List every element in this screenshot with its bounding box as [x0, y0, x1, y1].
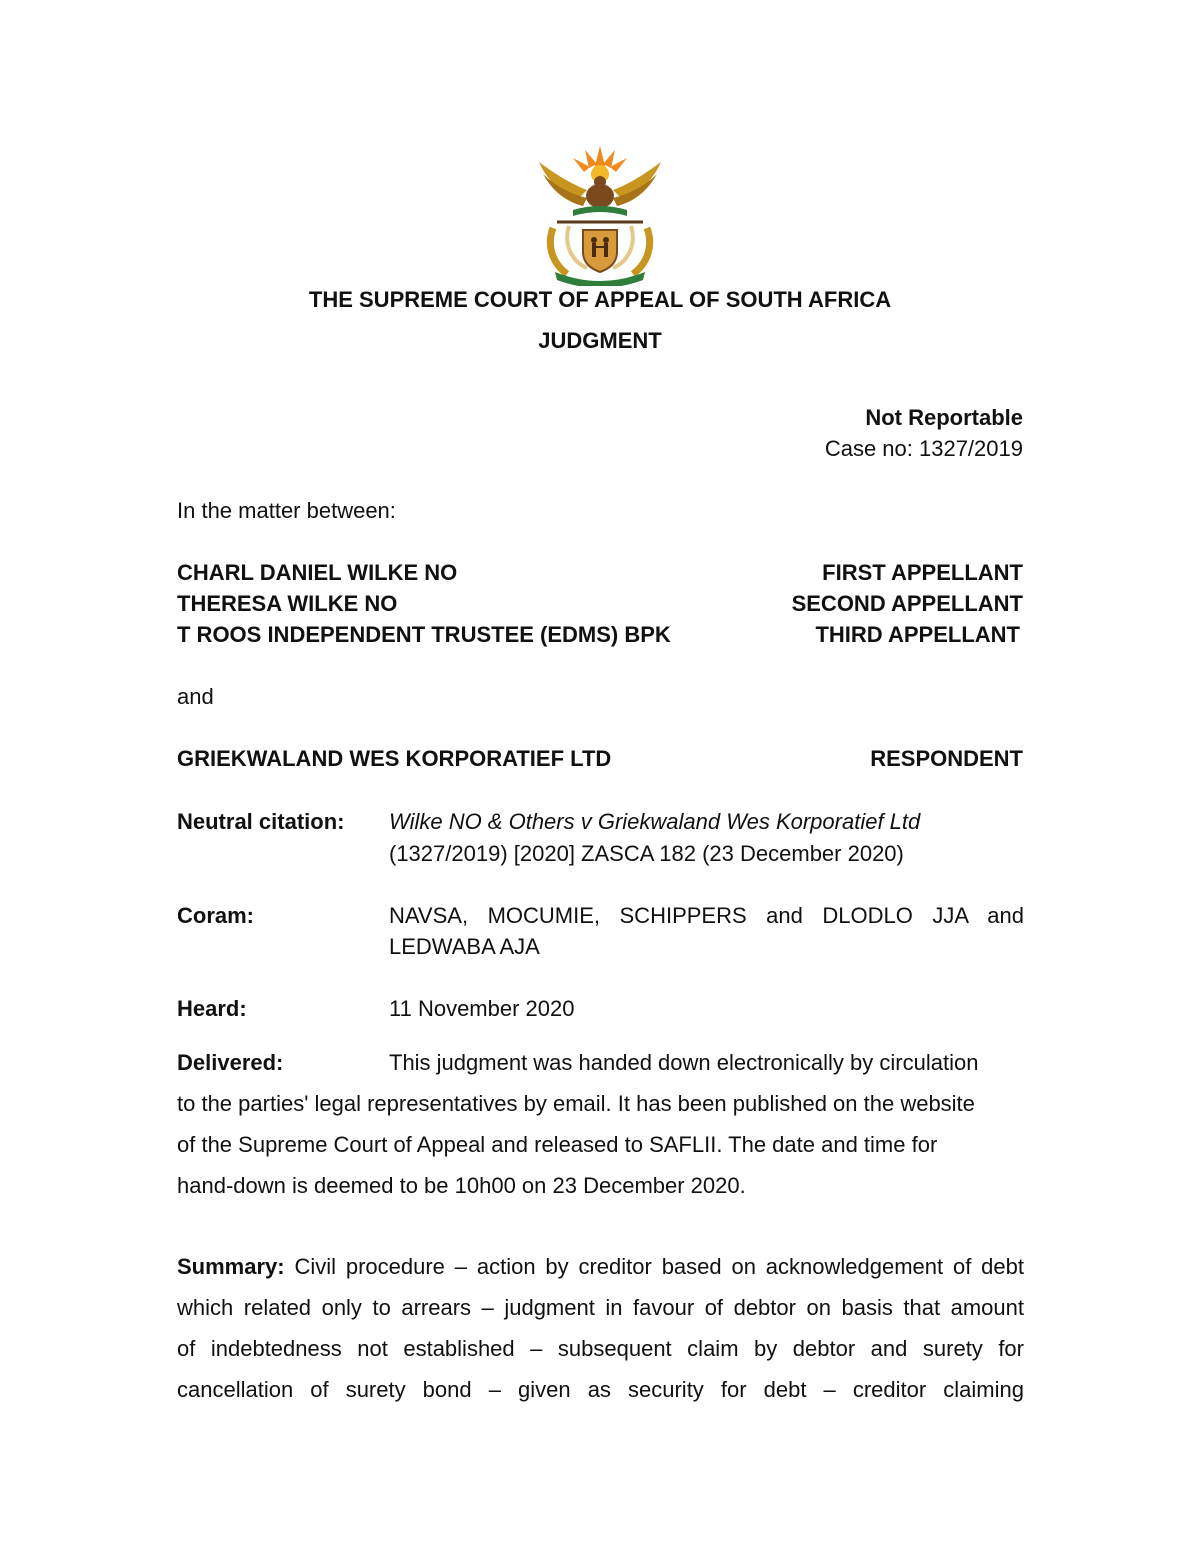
delivered-text: of the Supreme Court of Appeal and released to SAFLII. The date and time for: [177, 1132, 938, 1157]
delivered-text: hand-down is deemed to be 10h00 on 23 December 2020.: [177, 1173, 746, 1198]
summary-line: [177, 1254, 1024, 1280]
citation-label: Neutral citation:: [177, 809, 345, 834]
respondent-name: GRIEKWALAND WES KORPORATIEF LTD: [177, 746, 612, 771]
citation-title: Wilke NO & Others v Griekwaland Wes Korporatief Ltd: [389, 809, 921, 834]
delivered-text: to the parties' legal representatives by email. It has been published on the website: [177, 1091, 975, 1116]
case-number: Case no: 1327/2019: [824, 436, 1023, 461]
summary-text: cancellation of surety bond – given as security for debt – creditor claiming: [177, 1377, 1024, 1402]
appellant-role: THIRD APPELLANT: [815, 622, 1020, 647]
appellant-role: FIRST APPELLANT: [822, 560, 1023, 585]
citation-reference: (1327/2019) [2020] ZASCA 182 (23 December 2020): [389, 841, 904, 866]
coat-of-arms-icon: [533, 140, 667, 286]
heard-date: 11 November 2020: [389, 996, 575, 1021]
respondent-role: RESPONDENT: [870, 746, 1023, 771]
appellant-name: CHARL DANIEL WILKE NO: [177, 560, 458, 585]
coram-label: Coram:: [177, 903, 255, 928]
delivered-label: Delivered:: [177, 1050, 284, 1075]
coram-judges-continued: LEDWABA AJA: [389, 934, 540, 959]
appellant-role: SECOND APPELLANT: [791, 591, 1023, 616]
reportable-status: Not Reportable: [865, 405, 1023, 430]
appellant-name: T ROOS INDEPENDENT TRUSTEE (EDMS) BPK: [177, 622, 671, 647]
summary-text: of indebtedness not established – subsequent claim by debtor and surety for: [177, 1336, 1024, 1361]
summary-text: Civil procedure – action by creditor based on acknowledgement of debt: [294, 1254, 1024, 1279]
delivered-text: This judgment was handed down electronically by circulation: [389, 1050, 979, 1075]
and-separator: and: [177, 684, 214, 709]
coram-judges: NAVSA, MOCUMIE, SCHIPPERS and DLODLO JJA and: [389, 903, 1024, 928]
court-title: THE SUPREME COURT OF APPEAL OF SOUTH AFRICA: [308, 287, 892, 312]
heard-label: Heard:: [177, 996, 247, 1021]
summary-label: Summary:: [177, 1254, 285, 1279]
parties-intro: In the matter between:: [177, 498, 396, 523]
appellant-name: THERESA WILKE NO: [177, 591, 398, 616]
document-title: JUDGMENT: [538, 328, 662, 353]
summary-text: which related only to arrears – judgment in favour of debtor on basis that amount: [177, 1295, 1024, 1320]
